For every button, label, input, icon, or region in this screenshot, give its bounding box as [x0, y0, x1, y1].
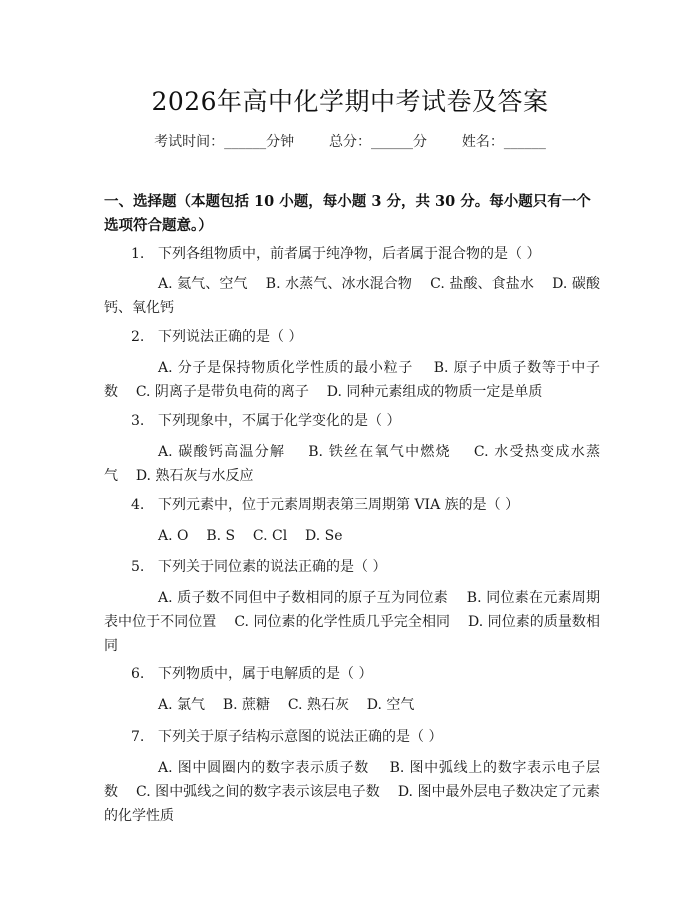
option: B. 铁丝在氧气中燃烧 — [308, 444, 451, 460]
question-options — [104, 356, 600, 404]
option: D. 熟石灰与水反应 — [135, 468, 254, 484]
question-stem — [131, 727, 601, 747]
question-options — [104, 693, 600, 717]
question-text: 下列各组物质中，前者属于纯净物，后者属于混合物的是（ ） — [158, 246, 541, 262]
question-options — [104, 524, 600, 548]
section-title: 一、选择题（本题包括 10 小题，每小题 3 分，共 30 分。每小题只有一个选项符合题意。） — [104, 193, 591, 234]
question-number: 6. — [131, 666, 145, 682]
question-number: 1. — [131, 246, 145, 262]
question-text: 下列现象中，不属于化学变化的是（ ） — [158, 413, 401, 429]
option: C. 同位素的化学性质几乎完全相同 — [234, 614, 451, 630]
option: A. 碳酸钙高温分解 — [158, 444, 286, 460]
option: A. 图中圆圈内的数字表示质子数 — [158, 760, 369, 776]
option: C. 图中弧线之间的数字表示该层电子数 — [136, 784, 380, 800]
question-stem — [131, 557, 601, 577]
exam-title: 2026年高中化学期中考试卷及答案 — [151, 87, 549, 116]
option: B. 图中弧线上的数字表示电子层数 — [104, 760, 600, 800]
option: D. 图中最外层电子数决定了元素的化学性质 — [104, 784, 600, 824]
question-options — [104, 440, 600, 488]
question-options — [104, 272, 600, 320]
question-options — [104, 756, 600, 828]
name-label: 姓名： — [461, 134, 504, 150]
option: C. Cl — [252, 528, 288, 544]
exam-info-line — [0, 131, 700, 151]
time-unit: 分钟 — [266, 134, 295, 150]
question-stem — [131, 327, 601, 347]
question-text: 下列关于同位素的说法正确的是（ ） — [158, 559, 387, 575]
option: B. 原子中质子数等于中子数 — [104, 360, 600, 400]
option: D. 同种元素组成的物质一定是单质 — [326, 384, 543, 400]
option: A. 氯气 — [158, 697, 206, 713]
question-text: 下列说法正确的是（ ） — [158, 329, 303, 345]
score-label: 总分： — [329, 134, 371, 150]
question-stem — [131, 244, 601, 264]
option: B. 水蒸气、冰水混合物 — [265, 276, 412, 292]
score-blank: ______ — [371, 134, 413, 150]
option: D. Se — [305, 528, 343, 544]
question-stem — [131, 664, 601, 684]
question-number: 5. — [131, 559, 145, 575]
option: C. 水受热变成水蒸气 — [104, 444, 600, 484]
question-number: 3. — [131, 413, 145, 429]
time-blank: ______ — [224, 134, 267, 150]
question-number: 2. — [131, 329, 145, 345]
question-stem — [131, 411, 601, 431]
option: B. 同位素在元素周期表中位于不同位置 — [104, 590, 600, 630]
score-unit: 分 — [413, 134, 427, 150]
option: C. 阴离子是带负电荷的离子 — [135, 384, 309, 400]
option: B. 蔗糖 — [222, 697, 271, 713]
question-stem — [131, 495, 601, 515]
question-text: 下列物质中，属于电解质的是（ ） — [158, 666, 373, 682]
option: B. S — [206, 528, 236, 544]
option: A. O — [158, 528, 189, 544]
name-blank: ______ — [503, 134, 546, 150]
question-text: 下列元素中，位于元素周期表第三周期第 VIA 族的是（ ） — [158, 497, 520, 513]
option: C. 熟石灰 — [287, 697, 349, 713]
question-text: 下列关于原子结构示意图的说法正确的是（ ） — [158, 729, 443, 745]
option: A. 质子数不同但中子数相同的原子互为同位素 — [158, 590, 448, 606]
question-number: 4. — [131, 497, 145, 513]
option: D. 空气 — [366, 697, 415, 713]
question-options — [104, 586, 600, 658]
option: D. 碳酸钙、氧化钙 — [104, 276, 600, 316]
option: D. 同位素的质量数相同 — [104, 614, 600, 654]
option: A. 氦气、空气 — [158, 276, 248, 292]
option: A. 分子是保持物质化学性质的最小粒子 — [158, 360, 414, 376]
time-label: 考试时间： — [154, 134, 225, 150]
option: C. 盐酸、食盐水 — [430, 276, 534, 292]
question-number: 7. — [131, 729, 145, 745]
